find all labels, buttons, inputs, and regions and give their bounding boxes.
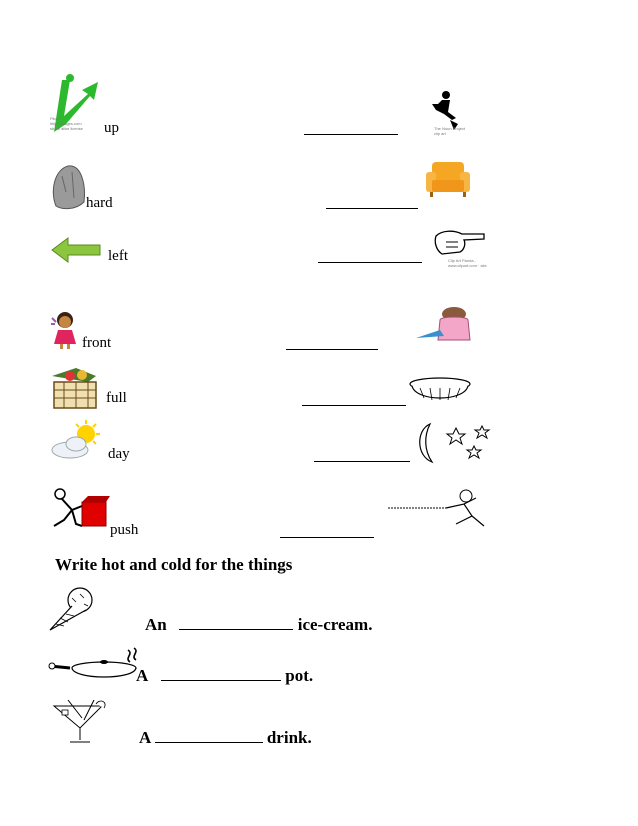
- answer-blank-push[interactable]: [280, 537, 374, 538]
- sentence-article: A: [139, 728, 151, 747]
- answer-blank-pot[interactable]: [161, 666, 281, 681]
- answer-blank-up[interactable]: [304, 134, 398, 135]
- climbing-credit: Flickr http://images.com share alike license: [50, 116, 83, 131]
- sentence-ice-cream: [145, 615, 372, 635]
- answer-blank-front[interactable]: [286, 349, 378, 350]
- answer-blank-drink[interactable]: [155, 728, 263, 743]
- person-back-icon: [414, 306, 480, 346]
- girl-icon: [50, 310, 80, 350]
- armchair-icon: [424, 160, 472, 198]
- sentence-object: drink.: [266, 728, 312, 747]
- answer-blank-hard[interactable]: [326, 208, 418, 209]
- sentence-article: A: [136, 666, 149, 685]
- sentence-drink: [139, 728, 312, 748]
- answer-blank-full[interactable]: [302, 405, 406, 406]
- word-push: push: [110, 522, 139, 538]
- sentence-object: ice-cream.: [297, 615, 373, 634]
- sentence-pot: [136, 666, 313, 686]
- moon-stars-icon: [410, 420, 498, 466]
- left-arrow-icon: [50, 236, 102, 264]
- word-full: full: [106, 390, 127, 406]
- pushing-box-icon: [48, 486, 110, 530]
- rock-icon: [48, 162, 88, 210]
- answer-blank-day[interactable]: [314, 461, 410, 462]
- word-up: up: [104, 120, 119, 136]
- sentence-article: An: [145, 615, 167, 634]
- sentence-object: pot.: [285, 666, 314, 685]
- answer-blank-ice-cream[interactable]: [179, 615, 293, 630]
- hand-credit: Clip Art Panda - www.clipart.com · site: [448, 258, 487, 268]
- word-day: day: [108, 446, 130, 462]
- pulling-rope-icon: [386, 486, 494, 530]
- sun-cloud-icon: [48, 420, 104, 462]
- cold-drink-icon: [50, 698, 110, 746]
- answer-blank-left[interactable]: [318, 262, 422, 263]
- ice-cream-icon: [48, 586, 98, 634]
- word-hard: hard: [86, 195, 113, 211]
- full-basket-icon: [48, 366, 102, 410]
- hot-pot-icon: [48, 646, 140, 684]
- pointing-hand-icon: [432, 226, 488, 260]
- empty-basket-icon: [406, 376, 474, 404]
- section-title: Write hot and cold for the things: [55, 555, 293, 574]
- falling-credit: The Noun Project clip art: [434, 126, 466, 136]
- word-front: front: [82, 335, 112, 351]
- word-left: left: [108, 248, 128, 264]
